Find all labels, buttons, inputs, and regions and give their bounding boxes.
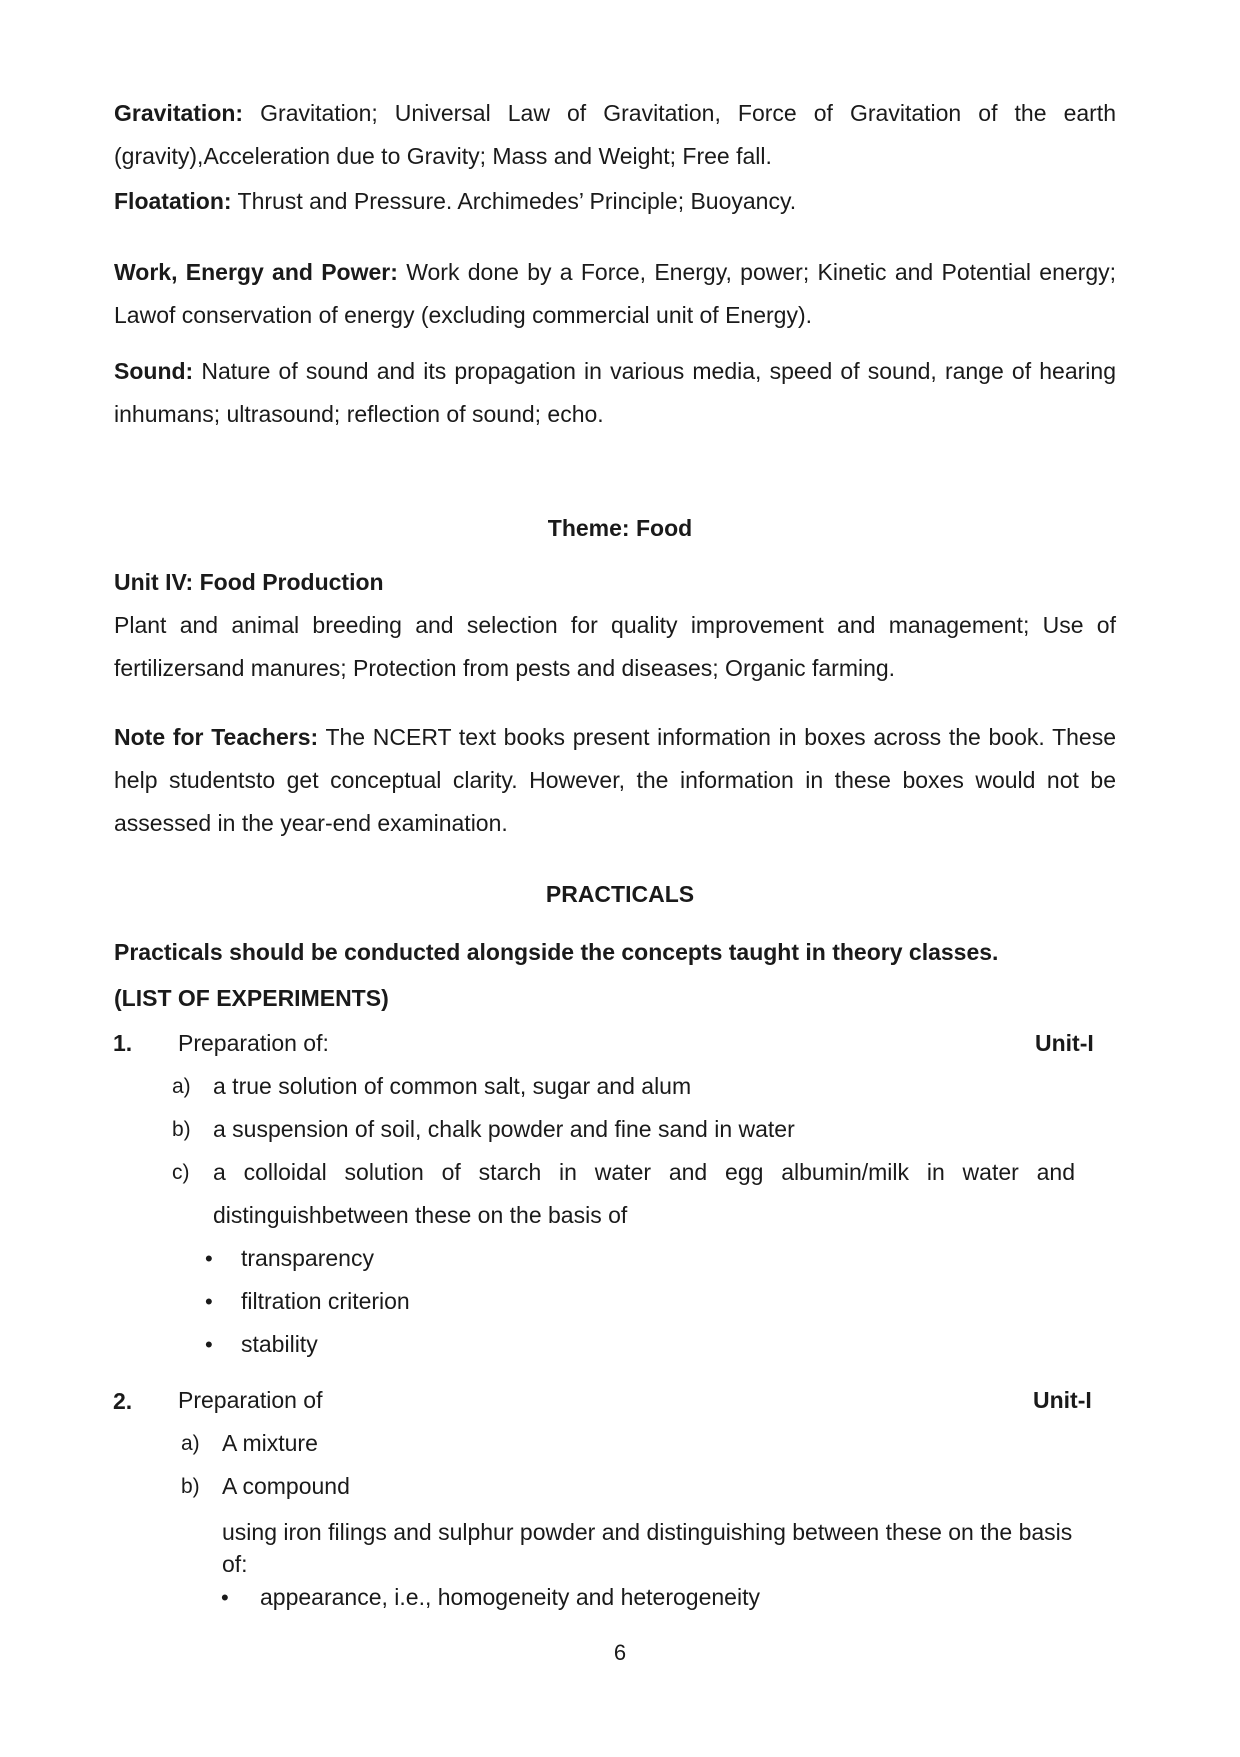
theme-title: Theme: Food (547, 515, 693, 541)
experiment-1-label: Preparation of: (178, 1030, 329, 1056)
bullet-icon: • (205, 1289, 213, 1314)
bullet-icon: • (205, 1332, 213, 1357)
bullet-icon: • (221, 1585, 229, 1610)
experiment-1-item-a-text: a true solution of common salt, sugar and alum (213, 1073, 692, 1099)
experiment-2-item-a-text: A mixture (222, 1430, 318, 1456)
experiment-1-bullet-3: stability (241, 1331, 318, 1357)
experiment-2-bullet-1: appearance, i.e., homogeneity and heterogeneity (260, 1584, 760, 1610)
bullet-icon: • (205, 1246, 213, 1271)
work-energy-text: Work done by a Force, Energy, power; Kinetic and Potential energy; Lawof conservation of energy (excluding commercial unit of Energy). (114, 259, 1117, 328)
practicals-intro: Practicals should be conducted alongside the concepts taught in theory classes. (114, 939, 999, 965)
experiment-2-followup: using iron filings and sulphur powder and distinguishing between these on the basis of: (222, 1519, 1073, 1577)
note-heading: Note for Teachers: (114, 724, 319, 750)
experiment-1-item-b-letter: b) (172, 1118, 191, 1141)
gravitation-heading: Gravitation: (114, 100, 244, 126)
experiment-2-label: Preparation of (178, 1387, 323, 1413)
experiment-2-unit: Unit-I (1033, 1387, 1092, 1413)
experiment-1-bullet-2: filtration criterion (241, 1288, 410, 1314)
note-paragraph (114, 716, 1116, 845)
unit-iv-text: Plant and animal breeding and selection for quality improvement and management; Use of fertilizersand manures; Protection from pests and diseases; Organic farming. (114, 612, 1116, 681)
experiment-1-number: 1. (113, 1030, 133, 1056)
floatation-paragraph (114, 180, 1116, 223)
note-text: The NCERT text books present information in boxes across the book. These help studentsto get conceptual clarity. However, the information in these boxes would not be assessed in the year-end examination. (114, 724, 1116, 836)
experiment-1-bullet-1: transparency (241, 1245, 374, 1271)
work-energy-heading: Work, Energy and Power: (114, 259, 398, 285)
sound-paragraph (114, 350, 1116, 436)
experiment-2-number: 2. (113, 1388, 133, 1414)
experiment-2-item-b-text: A compound (222, 1473, 350, 1499)
experiment-2-item-a-letter: a) (181, 1432, 200, 1455)
work-energy-paragraph (114, 251, 1116, 337)
gravitation-text: Gravitation; Universal Law of Gravitation, Force of Gravitation of the earth (gravity),Acceleration due to Gravity; Mass and Weight; Free fall. (114, 100, 1116, 169)
floatation-text: Thrust and Pressure. Archimedes’ Principle; Buoyancy. (231, 188, 797, 214)
gravitation-paragraph (114, 92, 1116, 178)
sound-text: Nature of sound and its propagation in various media, speed of sound, range of hearing inhumans; ultrasound; reflection of sound; echo. (114, 358, 1116, 427)
floatation-heading: Floatation: (114, 188, 232, 214)
experiment-1-item-a-letter: a) (172, 1075, 191, 1098)
page-number: 6 (613, 1640, 627, 1665)
experiment-2-item-b-letter: b) (181, 1475, 200, 1498)
experiment-1-item-b-text: a suspension of soil, chalk powder and fine sand in water (213, 1116, 795, 1142)
practicals-title: PRACTICALS (545, 881, 695, 907)
experiment-1-unit: Unit-I (1035, 1030, 1094, 1056)
experiment-1-item-c-letter: c) (172, 1161, 190, 1184)
experiment-1-item-c-text: a colloidal solution of starch in water and egg albumin/milk in water and distinguishbetween these on the basis of (213, 1159, 1075, 1228)
experiments-list-heading: (LIST OF EXPERIMENTS) (114, 985, 389, 1011)
unit-iv-heading: Unit IV: Food Production (114, 569, 384, 595)
sound-heading: Sound: (114, 358, 194, 384)
